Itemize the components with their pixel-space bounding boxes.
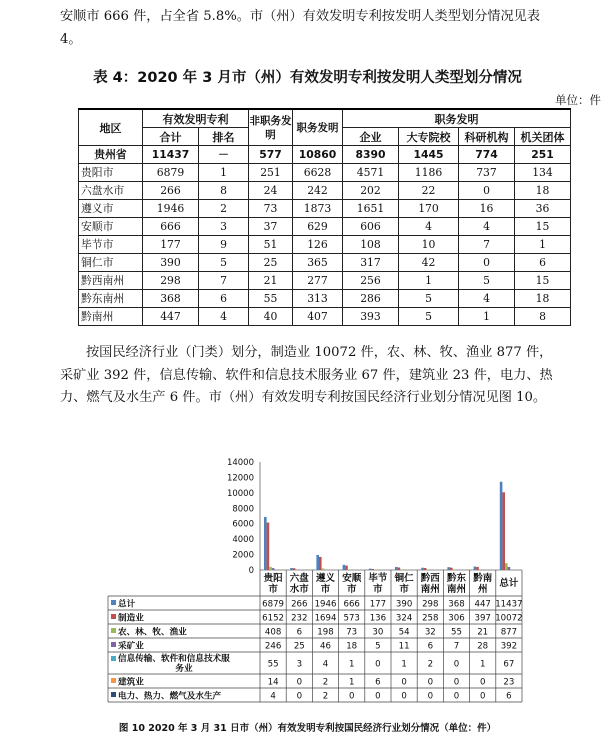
table-cell-uni: 1186 <box>399 164 459 182</box>
y-tick-label: 2000 <box>232 550 254 561</box>
table-cell-ent: 256 <box>343 272 399 290</box>
table-cell-total: 390 <box>143 254 199 272</box>
table-cell-inst: 4 <box>459 290 515 308</box>
header-total: 合计 <box>143 128 199 146</box>
data-label: 447 <box>474 599 491 610</box>
bar <box>395 567 398 570</box>
legend-key <box>111 678 116 683</box>
table-cell-inst: 0 <box>459 182 515 200</box>
header-job-group: 职务发明 <box>343 109 571 128</box>
legend-label: 采矿业 <box>118 641 144 652</box>
data-label: 0 <box>401 677 407 688</box>
category-label: 铜仁 <box>394 573 414 584</box>
y-tick-label: 8000 <box>232 504 254 515</box>
table-cell-total: 447 <box>143 308 199 326</box>
category-label: 黔西 <box>420 573 440 584</box>
data-label: 392 <box>500 641 518 652</box>
table-cell-uni: 22 <box>399 182 459 200</box>
table-cell-org: 251 <box>515 146 571 164</box>
data-label: 54 <box>398 627 410 638</box>
data-label: 4 <box>322 659 329 670</box>
category-label: 水市 <box>289 584 309 595</box>
data-label: 55 <box>267 659 279 670</box>
table-cell-nonjob: 251 <box>249 164 293 182</box>
y-tick-label: 10000 <box>226 488 254 499</box>
bar <box>369 569 372 570</box>
bar <box>345 566 348 570</box>
bar <box>450 568 453 570</box>
table-cell-uni: 42 <box>399 254 459 272</box>
data-label: 28 <box>477 641 489 652</box>
category-label: 市 <box>268 584 278 595</box>
bar <box>316 555 319 570</box>
table-cell-region: 六盘水市 <box>79 182 143 200</box>
header-valid-patents: 有效发明专利 <box>143 109 249 128</box>
data-label: 573 <box>343 613 360 624</box>
table-cell-nonjob: 40 <box>249 308 293 326</box>
table-cell-uni: 5 <box>399 308 459 326</box>
data-label: 266 <box>291 599 308 610</box>
legend-label: 电力、热力、燃气及水生产 <box>118 691 222 702</box>
bar <box>264 517 267 570</box>
table-cell-ent: 4571 <box>343 164 399 182</box>
data-label: 397 <box>474 613 491 624</box>
data-label: 67 <box>503 659 515 670</box>
bar <box>502 492 505 570</box>
data-label: 0 <box>427 691 434 702</box>
data-label: 2 <box>427 659 434 670</box>
data-label: 73 <box>346 627 358 638</box>
table-cell-inst: 737 <box>459 164 515 182</box>
table-cell-total: 1946 <box>143 200 199 218</box>
table-cell-region: 安顺市 <box>79 218 143 236</box>
table-cell-org: 1 <box>515 236 571 254</box>
data-label: 1 <box>401 659 407 670</box>
data-label: 298 <box>422 599 439 610</box>
table-cell-nonjob: 21 <box>249 272 293 290</box>
legend-label: 务业 <box>175 664 193 674</box>
table-cell-nonjob: 24 <box>249 182 293 200</box>
bar <box>505 563 508 570</box>
table-cell-inst: 4 <box>459 218 515 236</box>
table-cell-rank: 2 <box>199 200 249 218</box>
data-label: 6 <box>296 627 303 638</box>
legend-key <box>111 628 116 633</box>
bar <box>322 568 325 570</box>
category-label: 毕节 <box>368 573 388 584</box>
table-cell-inst: 5 <box>459 272 515 290</box>
figure-caption: 图 10 2020 年 3 月 31 日市（州）有效发明专利按国民经济行业划分情况（单位：件） <box>118 723 497 734</box>
table-cell-inst: 774 <box>459 146 515 164</box>
category-label: 州 <box>477 584 488 595</box>
data-label: 390 <box>395 599 413 610</box>
table-cell-ent: 202 <box>343 182 399 200</box>
table-cell-nonjob: 37 <box>249 218 293 236</box>
bar <box>424 568 427 570</box>
data-label: 10072 <box>495 613 523 624</box>
table-cell-ent: 606 <box>343 218 399 236</box>
table-cell-job: 1873 <box>293 200 343 218</box>
table-unit: 单位：件 <box>555 93 601 107</box>
table-cell-ent: 108 <box>343 236 399 254</box>
category-label: 黔南 <box>473 573 493 584</box>
category-label: 市 <box>346 584 357 595</box>
header-region: 地区 <box>79 109 143 146</box>
table-cell-ent: 393 <box>343 308 399 326</box>
y-tick-label: 6000 <box>232 519 254 530</box>
bar <box>398 568 401 571</box>
data-label: 408 <box>264 627 282 638</box>
table-cell-ent: 1651 <box>343 200 399 218</box>
table-cell-region: 毕节市 <box>79 236 143 254</box>
table-cell-total: 266 <box>143 182 199 200</box>
data-label: 0 <box>453 677 460 688</box>
bar <box>510 569 513 570</box>
table-cell-job: 313 <box>293 290 343 308</box>
header-university: 大专院校 <box>399 128 459 146</box>
data-label: 46 <box>320 641 331 652</box>
data-label: 306 <box>448 613 465 624</box>
table-cell-rank: 5 <box>199 254 249 272</box>
table-cell-org: 8 <box>515 308 571 326</box>
table-cell-ent: 286 <box>343 290 399 308</box>
data-label: 324 <box>395 613 413 624</box>
table-cell-nonjob: 55 <box>249 290 293 308</box>
table-cell-job: 242 <box>293 182 343 200</box>
legend-key <box>111 642 116 647</box>
table-cell-total: 6879 <box>143 164 199 182</box>
legend-key <box>111 614 116 619</box>
data-label: 0 <box>375 691 381 702</box>
data-label: 18 <box>346 641 358 652</box>
data-label: 2 <box>322 691 329 702</box>
data-label: 32 <box>424 627 436 638</box>
category-label: 市 <box>320 584 331 595</box>
table-cell-org: 15 <box>515 218 571 236</box>
bar <box>267 523 270 570</box>
data-label: 0 <box>375 659 381 670</box>
table-cell-inst: 1 <box>459 308 515 326</box>
header-nonjob: 非职务发明 <box>249 109 293 146</box>
table-cell-uni: 170 <box>399 200 459 218</box>
table-cell-region: 铜仁市 <box>79 254 143 272</box>
data-label: 21 <box>477 627 489 638</box>
table-cell-rank: 1 <box>199 164 249 182</box>
legend-key <box>111 600 116 605</box>
header-institute: 科研机构 <box>459 128 515 146</box>
data-label: 0 <box>401 691 407 702</box>
table-cell-region: 贵阳市 <box>79 164 143 182</box>
table-cell-region: 黔东南州 <box>79 290 143 308</box>
data-label: 3 <box>296 659 303 670</box>
header-rank: 排名 <box>199 128 249 146</box>
table-cell-rank: 4 <box>199 308 249 326</box>
table-cell-uni: 5 <box>399 290 459 308</box>
data-label: 6879 <box>262 599 285 610</box>
category-label: 总计 <box>499 578 519 589</box>
table-title: 表 4：2020 年 3 月市（州）有效发明专利按发明人类型划分情况 <box>93 70 522 86</box>
table-cell-uni: 1445 <box>399 146 459 164</box>
y-tick-label: 4000 <box>232 535 254 546</box>
data-label: 30 <box>372 627 384 638</box>
table-cell-rank: 8 <box>199 182 249 200</box>
legend-key <box>111 692 116 697</box>
category-label: 贵阳 <box>263 573 283 584</box>
bar <box>348 569 351 570</box>
data-label: 6 <box>506 691 512 702</box>
data-label: 136 <box>369 613 387 624</box>
table-cell-total: 666 <box>143 218 199 236</box>
header-enterprise: 企业 <box>343 128 399 146</box>
data-label: 4 <box>270 691 276 702</box>
data-label: 25 <box>293 641 305 652</box>
industry-paragraph: 按国民经济行业（门类）划分，制造业 10072 件，农、林、牧、渔业 877 件，采矿业 392 件，信息传输、软件和信息技术服务业 67 件，建筑业 23 件，电力、热力、燃气及水生产 6 件。市（州）有效发明专利按国民经济行业划分情况见图 10。 <box>60 345 553 405</box>
table-cell-rank: 9 <box>199 236 249 254</box>
data-label: 1694 <box>314 613 337 624</box>
data-label: 1946 <box>314 599 337 610</box>
data-label: 0 <box>479 677 486 688</box>
category-label: 安顺 <box>342 573 362 584</box>
table-cell-total: 298 <box>143 272 199 290</box>
table-cell-rank: 7 <box>199 272 249 290</box>
category-label: 市 <box>373 584 383 595</box>
table-cell-nonjob: 577 <box>249 146 293 164</box>
data-label: 177 <box>369 599 387 610</box>
data-label: 246 <box>264 641 282 652</box>
data-label: 1 <box>479 659 486 670</box>
data-label: 0 <box>296 691 303 702</box>
bar <box>272 568 275 570</box>
table-cell-uni: 1 <box>399 272 459 290</box>
table-cell-region: 黔南州 <box>79 308 143 326</box>
bar <box>269 567 272 570</box>
table-cell-total: 177 <box>143 236 199 254</box>
y-tick-label: 0 <box>248 566 254 576</box>
data-label: 11 <box>398 641 410 652</box>
category-label: 六盘 <box>289 573 309 584</box>
data-label: 666 <box>343 599 360 610</box>
category-label: 遵义 <box>315 573 336 584</box>
data-label: 0 <box>479 691 486 702</box>
data-label: 0 <box>453 691 460 702</box>
table-cell-job: 365 <box>293 254 343 272</box>
category-label: 市 <box>399 584 409 595</box>
table-cell-org: 18 <box>515 182 571 200</box>
table-cell-nonjob: 51 <box>249 236 293 254</box>
table-cell-region: 贵州省 <box>79 146 143 164</box>
table-cell-org: 15 <box>515 272 571 290</box>
table-cell-region: 黔西南州 <box>79 272 143 290</box>
bar <box>476 567 479 570</box>
bar <box>343 565 346 570</box>
category-label: 南州 <box>420 584 440 595</box>
intro-paragraph: 安顺市 666 件，占全省 5.8%。市（州）有效发明专利按发明人类型划分情况见表 4。 <box>60 9 541 47</box>
header-job: 职务发明 <box>293 109 343 146</box>
y-tick-label: 14000 <box>226 458 254 468</box>
legend-label: 建筑业 <box>118 677 144 688</box>
table-cell-inst: 0 <box>459 254 515 272</box>
table-cell-nonjob: 73 <box>249 200 293 218</box>
table-cell-job: 277 <box>293 272 343 290</box>
table-cell-uni: 10 <box>399 236 459 254</box>
data-label: 0 <box>296 677 303 688</box>
legend-label: 总计 <box>118 599 136 610</box>
table-cell-job: 407 <box>293 308 343 326</box>
data-label: 198 <box>317 627 334 638</box>
category-label: 南州 <box>446 584 467 595</box>
bar <box>500 482 503 570</box>
data-label: 2 <box>322 677 329 688</box>
table-cell-job: 126 <box>293 236 343 254</box>
table-cell-rank: 3 <box>199 218 249 236</box>
data-label: 14 <box>267 677 279 688</box>
bar <box>371 569 374 570</box>
table-cell-uni: 4 <box>399 218 459 236</box>
bar <box>319 557 322 570</box>
data-label: 258 <box>422 613 439 624</box>
table-cell-region: 遵义市 <box>79 200 143 218</box>
table-cell-job: 10860 <box>293 146 343 164</box>
data-label: 6 <box>427 641 434 652</box>
table-cell-inst: 7 <box>459 236 515 254</box>
table-cell-job: 629 <box>293 218 343 236</box>
table-cell-nonjob: 25 <box>249 254 293 272</box>
table-cell-inst: 16 <box>459 200 515 218</box>
data-label: 0 <box>427 677 434 688</box>
data-label: 1 <box>348 677 355 688</box>
legend-label: 农、林、牧、渔业 <box>118 627 187 638</box>
table-cell-job: 6628 <box>293 164 343 182</box>
data-label: 0 <box>348 691 355 702</box>
data-label: 11437 <box>495 599 523 610</box>
data-label: 5 <box>375 641 381 652</box>
bar <box>421 568 424 570</box>
data-label: 877 <box>500 627 518 638</box>
bar <box>474 567 477 570</box>
category-label: 黔东 <box>446 573 467 584</box>
data-label: 1 <box>348 659 355 670</box>
table-cell-org: 36 <box>515 200 571 218</box>
bar <box>508 567 511 570</box>
table-cell-ent: 317 <box>343 254 399 272</box>
table-cell-rank: － <box>199 146 249 164</box>
header-organization: 机关团体 <box>515 128 571 146</box>
y-tick-label: 12000 <box>226 473 254 484</box>
bar <box>447 567 450 570</box>
legend-label: 制造业 <box>118 613 144 624</box>
table-cell-org: 18 <box>515 290 571 308</box>
data-label: 232 <box>291 613 308 624</box>
data-label: 23 <box>503 677 515 688</box>
data-label: 0 <box>453 659 460 670</box>
data-label: 368 <box>448 599 465 610</box>
table-cell-total: 368 <box>143 290 199 308</box>
data-label: 6152 <box>262 613 285 624</box>
legend-key <box>111 656 116 661</box>
data-label: 55 <box>451 627 462 638</box>
table-cell-rank: 6 <box>199 290 249 308</box>
bar <box>293 568 296 570</box>
table-cell-org: 134 <box>515 164 571 182</box>
bar <box>290 568 293 570</box>
legend-label: 信息传输、软件和信息技术服 <box>118 654 230 664</box>
table-cell-org: 6 <box>515 254 571 272</box>
data-label: 7 <box>453 641 460 652</box>
table-cell-total: 11437 <box>143 146 199 164</box>
data-label: 6 <box>375 677 381 688</box>
table-cell-ent: 8390 <box>343 146 399 164</box>
